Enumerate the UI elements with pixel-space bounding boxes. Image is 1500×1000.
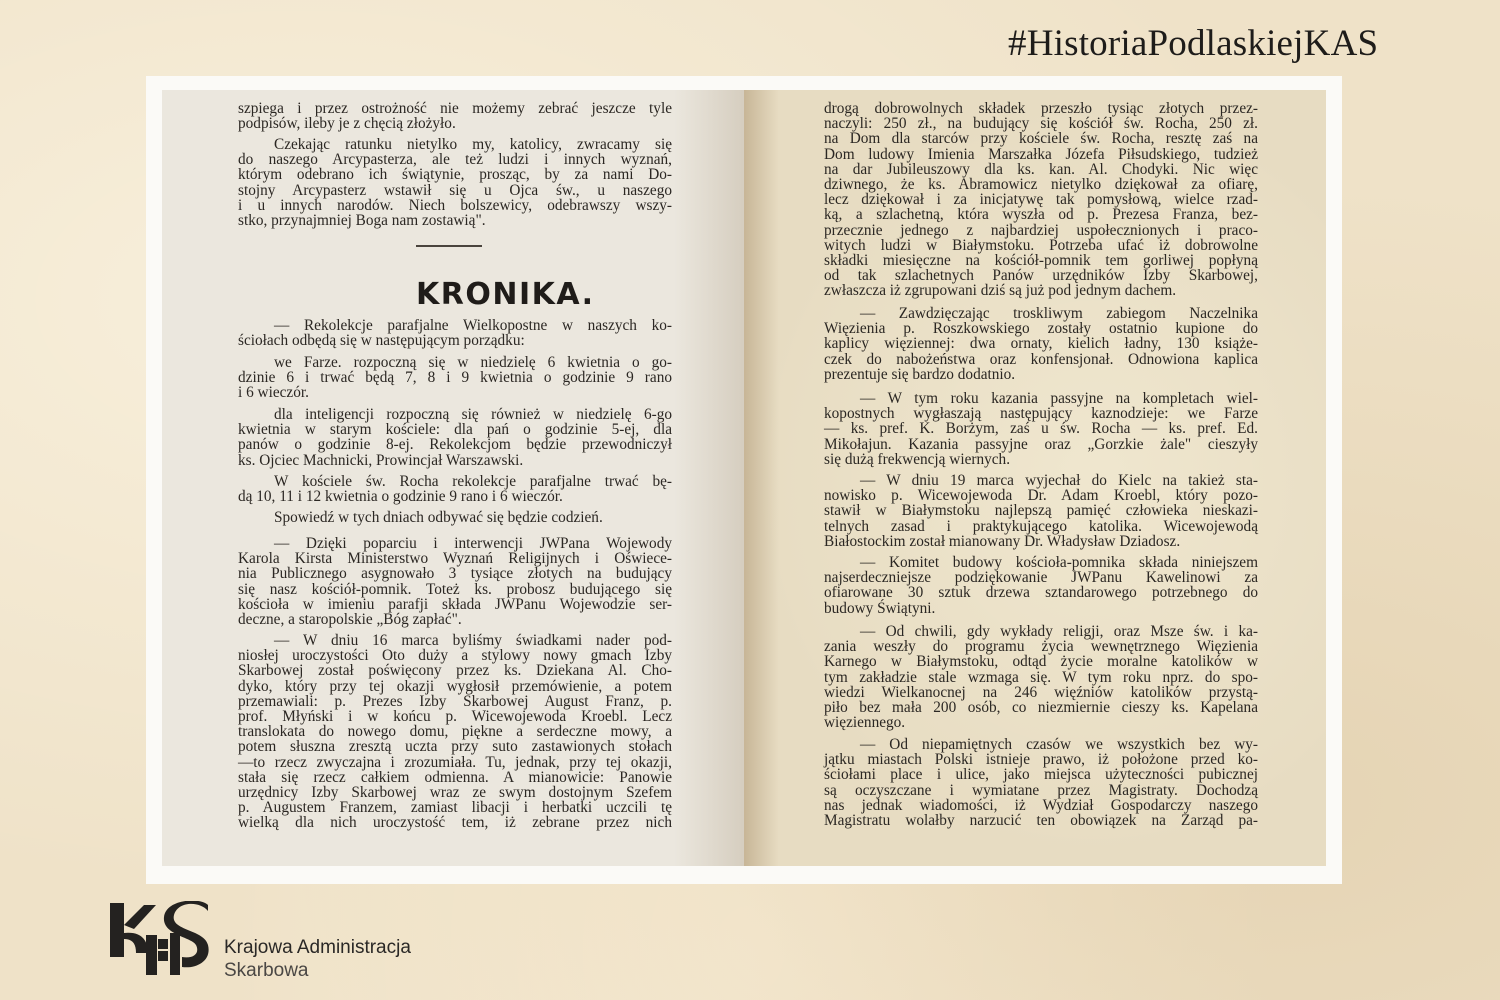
text-line: nowisko p. Wicewojewoda Dr. Adam Kroebl, który pozo- [824, 487, 1258, 505]
text-line: — Dzięki poparciu i interwencji JWPana Wojewody [274, 535, 672, 552]
paragraph [824, 101, 1258, 298]
text-line: drogą dobrowolnych składek przeszło tysiąc złotych przez- [824, 100, 1258, 117]
text-line: przecznie jednego z najbardziej uspołecznionych i praco- [824, 221, 1258, 239]
paragraph [824, 555, 1258, 616]
paragraph [238, 355, 672, 401]
text-line: —to rzecz zwyczajna i zrozumiała. Tu, jednak, przy tej okazji, [238, 753, 672, 771]
text-line: — W dniu 19 marca wyjechał do Kielc na takież sta- [860, 472, 1258, 489]
text-line: ściołach odbędą się w następującym porządku: [238, 332, 525, 350]
left-page [162, 90, 744, 866]
text-line: urzędnicy Izby Skarbowej wraz ze swym dostojnym Szefem [238, 783, 672, 801]
text-line: ką, a szlachetną, która wyszła od p. Prezesa Franza, bez- [824, 206, 1258, 224]
right-page [744, 90, 1326, 866]
text-line: dla inteligencji rozpoczną się również w niedzielę 6-go [274, 406, 672, 423]
text-line: są oczyszczane i wymiatane przez Magistraty. Dochodzą [824, 781, 1258, 799]
text-line: deczne, a staropolskie „Bóg zapłać". [238, 610, 462, 628]
text-line: podpisów, ileby je z chęcią złożyło. [238, 115, 456, 133]
text-line: kaplicy więziennej: dwa ornaty, kielich ładny, 130 książe- [824, 335, 1258, 353]
text-line: niosłej uroczystości Oto duży a stylowy nowy gmach Izby [238, 647, 672, 665]
text-line: na Dom dla starców przy kościele św. Rocha, resztę zaś na [824, 130, 1258, 148]
paragraph [238, 510, 672, 525]
text-line: Karola Kirsta Ministerstwo Wyznań Religijnych i Oświece- [238, 550, 672, 568]
text-line: budowy Świątyni. [824, 599, 936, 617]
text-line: — ks. pref. K. Borżym, zaś u św. Rocha — ks. pref. Ed. [824, 420, 1258, 438]
text-line: do naszego Arcypasterza, ale też ludzi i innych wyznań, [238, 151, 672, 169]
text-line: kopostnych wygłaszają następujący kaznodzieje: we Farze [824, 405, 1258, 423]
text-line: na dar Jubileuszowy dla ks. kan. Al. Chodyki. Nic więc [824, 160, 1258, 178]
text-line: kościoła w imieniu parafji składa JWPanu Wojewodzie ser- [238, 595, 672, 613]
text-line: — Komitet budowy kościoła-pomnika składa niniejszem [860, 554, 1258, 571]
paragraph [824, 737, 1258, 828]
text-line: Spowiedź w tych dniach odbywać się będzie codzień. [274, 509, 603, 526]
text-line: szpiega i przez ostrożność nie możemy zebrać jeszcze tyle [238, 100, 672, 117]
text-line: dyko, który przy tej okazji wygłosił przemówienie, a potem [238, 677, 672, 695]
text-line: Więzienia p. Roszkowskiego zostały ostatnio kupione do [824, 320, 1258, 338]
text-line: W kościele św. Rocha rekolekcje parafjalne trwać bę- [274, 473, 672, 490]
text-line: naczyli: 250 zł., na budujący się kościół św. Rocha, 250 zł. [824, 115, 1258, 133]
document-scan [162, 90, 1326, 866]
paragraph [238, 137, 672, 228]
text-line: panów o godzinie 8-ej. Rekolekcjom będzie przewodniczył [238, 436, 672, 454]
text-line: Karnego w Białymstoku, odtąd życie moralne katolików w [824, 653, 1258, 671]
text-line: od tak szlachetnych Panów urzędników Izby Skarbowej, [824, 267, 1258, 285]
text-line: jątku miastach Polski istnieje prawo, iż położone przed ko- [824, 751, 1258, 769]
text-line: Dom ludowy Imienia Marszałka Józefa Piłsudskiego, tudzież [824, 145, 1258, 163]
text-line: prof. Młyński i w końcu p. Wicewojewoda Kroebl. Lecz [238, 707, 672, 725]
text-line: — W dniu 16 marca byliśmy świadkami nader pod- [274, 632, 672, 649]
text-line: przemawiali: p. Prezes Izby Skarbowej August Franz, p. [238, 692, 672, 710]
section-heading: KRONIKA. [416, 277, 595, 312]
text-line: dzinie 6 i trwać będą 7, 8 i 9 kwietnia o godzinie 9 rano [238, 369, 672, 387]
text-line: wielką dla nich uroczystość tem, iż zebrane przez nich [238, 814, 672, 832]
right-column [824, 101, 1258, 866]
paragraph [824, 391, 1258, 467]
text-line: Białostockim został mianowany Dr. Władysław Dziadosz. [824, 532, 1181, 550]
text-line: tym zakładzie stale wzmaga się. W tym roku nprz. do spo- [824, 668, 1258, 686]
text-line: stko, przynajmniej Boga nam zostawią". [238, 211, 486, 229]
text-line: ofiarowane 30 sztuk drzewa sztandarowego potrzebnego do [824, 584, 1258, 602]
text-line: stojny Arcypasterz wstawił się u Ojca św., u naszego [238, 181, 672, 199]
paragraph [238, 101, 672, 131]
text-line: wiedzi Wielkanocnej na 246 więźniów katolików przystą- [824, 683, 1258, 701]
text-line: się dużą frekwencją wiernych. [824, 450, 1011, 468]
paragraph [824, 306, 1258, 382]
text-line: witych ludzi w Białymstoku. Potrzeba ufać iż dobrowolne [824, 236, 1258, 254]
text-line: dziwnego, że ks. Abramowicz nietylko dziękował za ofiarę, [824, 175, 1258, 193]
section-divider [416, 245, 482, 247]
text-line: więziennego. [824, 714, 906, 732]
paragraph [238, 474, 672, 504]
text-line: ściołami place i ulice, jako miejsca użyteczności pubicznej [824, 766, 1258, 784]
text-line: którym odebrano ich świątynie, prosząc, by za nami Do- [238, 166, 672, 184]
text-line: Mikołajun. Kazania passyjne oraz „Gorzkie żale" cieszyły [824, 435, 1258, 453]
paragraph [238, 407, 672, 468]
text-line: piło bez mała 200 osób, co niezmiernie cieszy ks. Kapelana [824, 698, 1258, 716]
text-line: czek do nabożeństwa oraz konfensjonał. Odnowiona kaplica [824, 350, 1258, 368]
hashtag-title: #HistoriaPodlaskiejKAS [1008, 23, 1379, 64]
kas-logo-icon [108, 901, 212, 977]
text-line: lecz dziękował i za inicjatywę tak pomysłową, wielce rzad- [824, 191, 1258, 209]
paragraph [238, 318, 672, 348]
text-line: nia Publicznego asygnowało 3 tysiące złotych na budujący [238, 565, 672, 583]
paragraph [238, 536, 672, 627]
text-line: we Farze. rozpoczną się w niedzielę 6 kwietnia o go- [274, 354, 672, 371]
text-line: i u innych narodów. Niech bolszewicy, odebrawszy wszy- [238, 196, 672, 214]
text-line: — Od niepamiętnych czasów we wszystkich bez wy- [860, 736, 1258, 753]
logo-text-line2: Skarbowa [224, 960, 309, 981]
text-line: potem słuszna zresztą uczta przy suto zastawionych stołach [238, 738, 672, 756]
left-column [238, 101, 672, 866]
text-line: stała się rzecz całkiem odmienna. A mianowicie: Panowie [238, 768, 672, 786]
text-line: — Od chwili, gdy wykłady religji, oraz Msze św. i ka- [860, 623, 1258, 640]
text-line: i 6 wieczór. [238, 384, 309, 402]
paragraph [824, 473, 1258, 549]
text-line: translokata do nowego domu, piękne a serdeczne mowy, a [238, 723, 672, 741]
logo-text-line1: Krajowa Administracja [224, 937, 411, 958]
paragraph [238, 633, 672, 830]
text-line: nas jednak wiadomości, iż Wydział Gospodarczy naszego [824, 796, 1258, 814]
text-line: Magistratu wolałby narzucić ten obowiązek na Zarząd pa- [824, 811, 1258, 829]
text-line: — W tym roku kazania passyjne na kompletach wiel- [860, 390, 1258, 407]
text-line: ks. Ojciec Machnicki, Prowincjał Warszawski. [238, 451, 524, 469]
text-line: się nasz kościół-pomnik. Toteż ks. probosz budującego się [238, 580, 672, 598]
text-line: stawił w Białymstoku najlepszą pamięć człowieka nieskazi- [824, 502, 1258, 520]
text-line: prezentuje się bardzo dodatnio. [824, 365, 1016, 383]
text-line: p. Augustem Franzem, zamiast libacji i herbatki uczcili tę [238, 799, 672, 817]
text-line: składki miesięczne na kościół-pomnik tem gorliwej popłyną [824, 251, 1258, 269]
text-line: Skarbowej został poświęcony przez ks. Dziekana Al. Cho- [238, 662, 672, 680]
text-line: zania weszły do programu życia wewnętrznego Więzienia [824, 638, 1258, 656]
text-line: — Rekolekcje parafjalne Wielkopostne w naszych ko- [274, 317, 672, 334]
text-line: zwłaszcza iż zgrupowani dziś są już pod jednym dachem. [824, 282, 1177, 300]
text-line: najserdeczniejsze podziękowanie JWPanu Kawelinowi za [824, 569, 1258, 587]
text-line: — Zawdzięczając troskliwym zabiegom Naczelnika [860, 305, 1258, 322]
paragraph [824, 624, 1258, 730]
text-line: dą 10, 11 i 12 kwietnia o godzinie 9 rano i 6 wieczór. [238, 488, 563, 506]
text-line: kwietnia w starym kościele: dla pań o godzinie 5-ej, dla [238, 421, 672, 439]
text-line: telnych zasad i praktykującego katolika. Wicewojewodą [824, 517, 1258, 535]
text-line: Czekając ratunku nietylko my, katolicy, zwracamy się [274, 136, 672, 153]
